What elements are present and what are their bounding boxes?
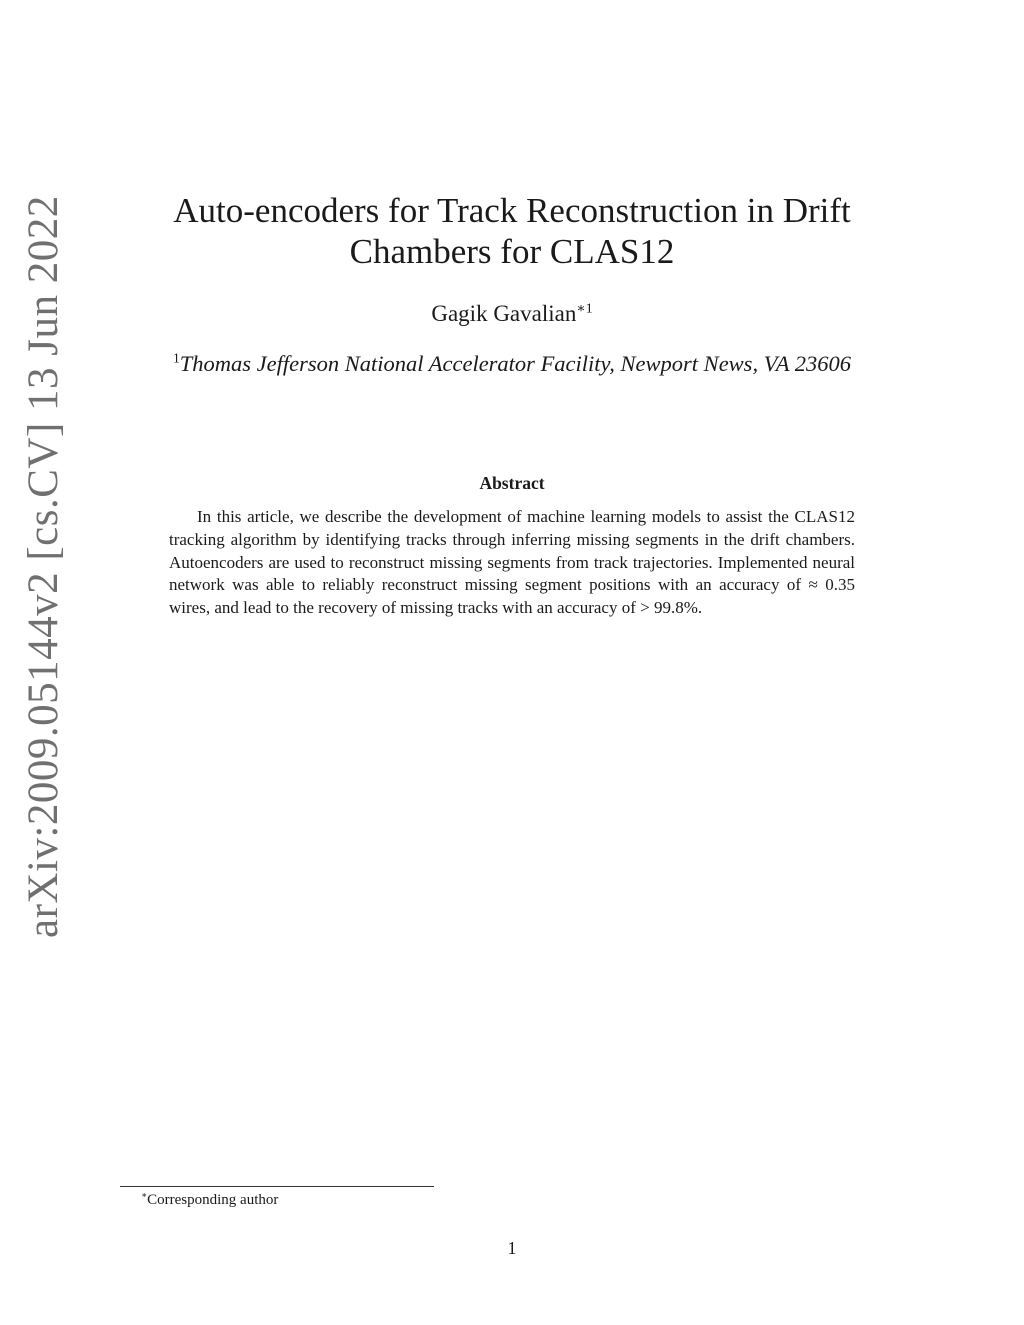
affiliation-number: 1 [173, 350, 180, 366]
arxiv-identifier-stamp: arXiv:2009.05144v2 [cs.CV] 13 Jun 2022 [20, 195, 67, 938]
footnote-divider [120, 1186, 434, 1187]
page-number: 1 [507, 1238, 517, 1258]
footnote [141, 1190, 278, 1210]
abstract-body: In this article, we describe the development of machine learning models to assist the CLAS12 tracking algorithm by identifying tracks through inferring missing segments in the drift chambers. Autoencoders are used to reconstruct missing segments from track trajectories. Implemented neural network was able to reliably reconstruct missing segment positions with an accuracy of ≈ 0.35 wires, and lead to the recovery of missing tracks with an accuracy of > 99.8%. [169, 507, 855, 618]
footnote-text: Corresponding author [147, 1192, 279, 1208]
paper-title [120, 190, 904, 272]
author-name: Gagik Gavalian [431, 301, 577, 326]
author-affiliation-marks: ∗1 [576, 300, 593, 316]
affiliation-line [0, 349, 1024, 379]
abstract-heading: Abstract [479, 473, 545, 493]
affiliation-text: Thomas Jefferson National Accelerator Facility, Newport News, VA 23606 [179, 351, 851, 376]
author-line [0, 299, 1024, 329]
paper-title-line-1: Auto-encoders for Track Reconstruction in Drift [173, 191, 851, 230]
paper-title-line-2: Chambers for CLAS12 [349, 232, 675, 271]
footnote-mark: ∗ [141, 1190, 148, 1200]
